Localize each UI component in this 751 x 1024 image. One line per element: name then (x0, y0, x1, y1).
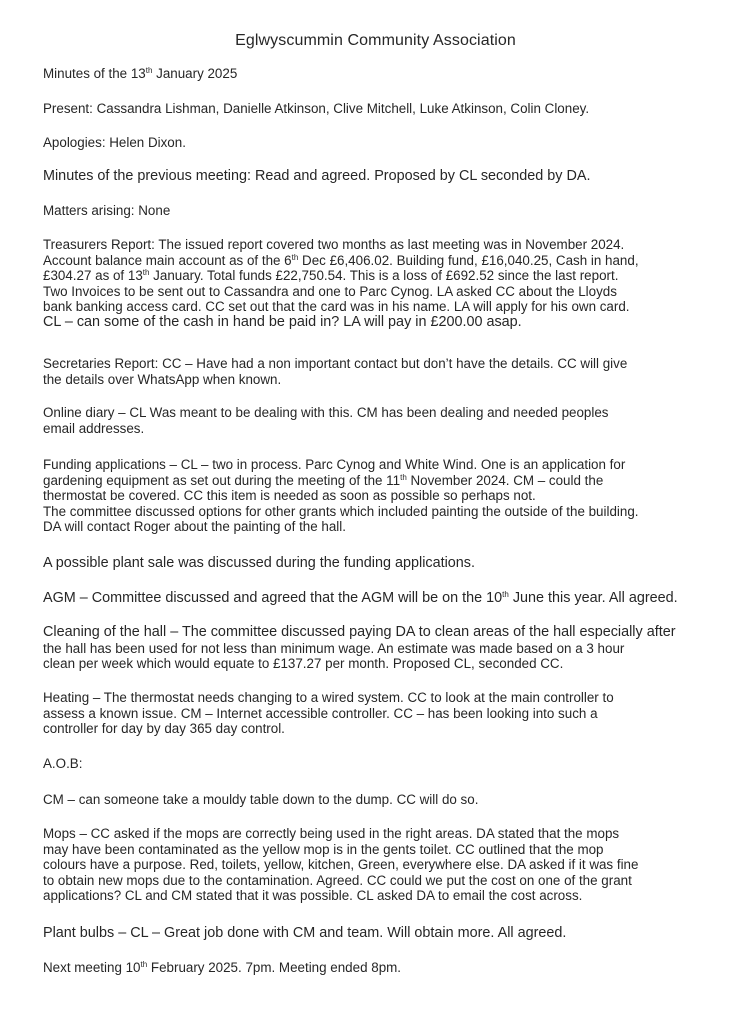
matters-arising-line: Matters arising: None (43, 203, 171, 218)
heating-line-2: assess a known issue. CM – Internet accessible controller. CC – has been looking into such a (43, 705, 598, 721)
funding-line-3: thermostat be covered. CC this item is needed as soon as possible so perhaps not. (43, 488, 536, 504)
treasurer-line-2: Account balance main account as of the 6th Dec £6,406.02. Building fund, £16,040.25, Cash in hand, (43, 252, 639, 268)
mops-line-3: colours have a purpose. Red, toilets, yellow, kitchen, Green, everywhere else. DA asked if it was fine (43, 857, 639, 873)
mops-line-1: Mops – CC asked if the mops are correctly being used in the right areas. DA stated that the mops (43, 826, 620, 841)
treasurer-line-1: Treasurers Report: The issued report covered two months as last meeting was in November 2024. (43, 237, 625, 252)
document-title: Eglwyscummin Community Association (235, 32, 516, 49)
treasurer-line-6: CL – can some of the cash in hand be paid in? LA will pay in £200.00 asap. (43, 313, 522, 330)
treasurer-line-5: bank banking access card. CC set out that the card was in his name. LA will apply for his own card. (43, 299, 630, 315)
minutes-date-text: Minutes of the 13 (43, 66, 146, 81)
cleaning-of-hall (43, 625, 713, 672)
agm-line: AGM – Committee discussed and agreed that the AGM will be on the 10th June this year. All agreed. (43, 590, 678, 606)
mouldy-table-line: CM – can someone take a mouldy table down to the dump. CC will do so. (43, 792, 479, 807)
previous-minutes-line: Minutes of the previous meeting: Read and agreed. Proposed by CL seconded by DA. (43, 168, 591, 184)
secretary-line-2: the details over WhatsApp when known. (43, 371, 282, 387)
heating-line-3: controller for day by day 365 day control. (43, 721, 285, 737)
funding-line-2: gardening equipment as set out during the meeting of the 11th November 2024. CM – could the (43, 472, 604, 488)
cleaning-line-2: the hall has been used for not less than minimum wage. An estimate was made based on a 3 hour (43, 640, 625, 656)
heating (43, 690, 713, 737)
mops-line-2: may have been contaminated as the yellow mop is in the gents toilet. CC outlined that the mop (43, 841, 604, 857)
mops-line-5: applications? CL and CM stated that it was possible. CL asked DA to email the cost across. (43, 888, 583, 904)
plant-bulbs-line: Plant bulbs – CL – Great job done with CM and team. Will obtain more. All agreed. (43, 925, 567, 941)
online-diary (43, 405, 713, 436)
funding-line-5: DA will contact Roger about the painting of the hall. (43, 519, 346, 535)
secretary-line-1: Secretaries Report: CC – Have had a non important contact but don’t have the details. CC will give (43, 356, 628, 371)
mops-line-4: to obtain new mops due to the contamination. Agreed. CC could we put the cost on one of the grant (43, 872, 632, 888)
cleaning-line-1: Cleaning of the hall – The committee discussed paying DA to clean areas of the hall especially after (43, 624, 676, 640)
heating-line-1: Heating – The thermostat needs changing to a wired system. CC to look at the main controller to (43, 690, 614, 705)
minutes-date-text-end: January 2025 (152, 66, 238, 81)
secretary-report (43, 356, 713, 387)
treasurer-line-3: £304.27 as of 13th January. Total funds £22,750.54. This is a loss of £692.52 since the last report. (43, 268, 619, 284)
mops-item (43, 826, 713, 904)
diary-line-1: Online diary – CL Was meant to be dealing with this. CM has been dealing and needed peoples (43, 405, 609, 420)
funding-line-1: Funding applications – CL – two in process. Parc Cynog and White Wind. One is an application for (43, 457, 626, 472)
minutes-date-sup: th (145, 66, 153, 75)
minutes-date (43, 66, 713, 82)
cleaning-line-3: clean per week which would equate to £137.27 per month. Proposed CL, seconded CC. (43, 656, 564, 672)
treasurer-line-4: Two Invoices to be sent out to Cassandra and one to Parc Cynog. LA asked CC about the Lloyds (43, 283, 617, 299)
apologies-line: Apologies: Helen Dixon. (43, 135, 186, 150)
plant-sale-line: A possible plant sale was discussed during the funding applications. (43, 555, 475, 571)
funding-applications (43, 457, 713, 535)
aob-heading: A.O.B: (43, 756, 83, 771)
funding-line-4: The committee discussed options for other grants which included painting the outside of the building. (43, 503, 639, 519)
treasurer-report (43, 237, 713, 331)
diary-line-2: email addresses. (43, 420, 145, 436)
next-meeting-line: Next meeting 10th February 2025. 7pm. Meeting ended 8pm. (43, 960, 402, 975)
present-line: Present: Cassandra Lishman, Danielle Atkinson, Clive Mitchell, Luke Atkinson, Colin Cloney. (43, 101, 590, 116)
